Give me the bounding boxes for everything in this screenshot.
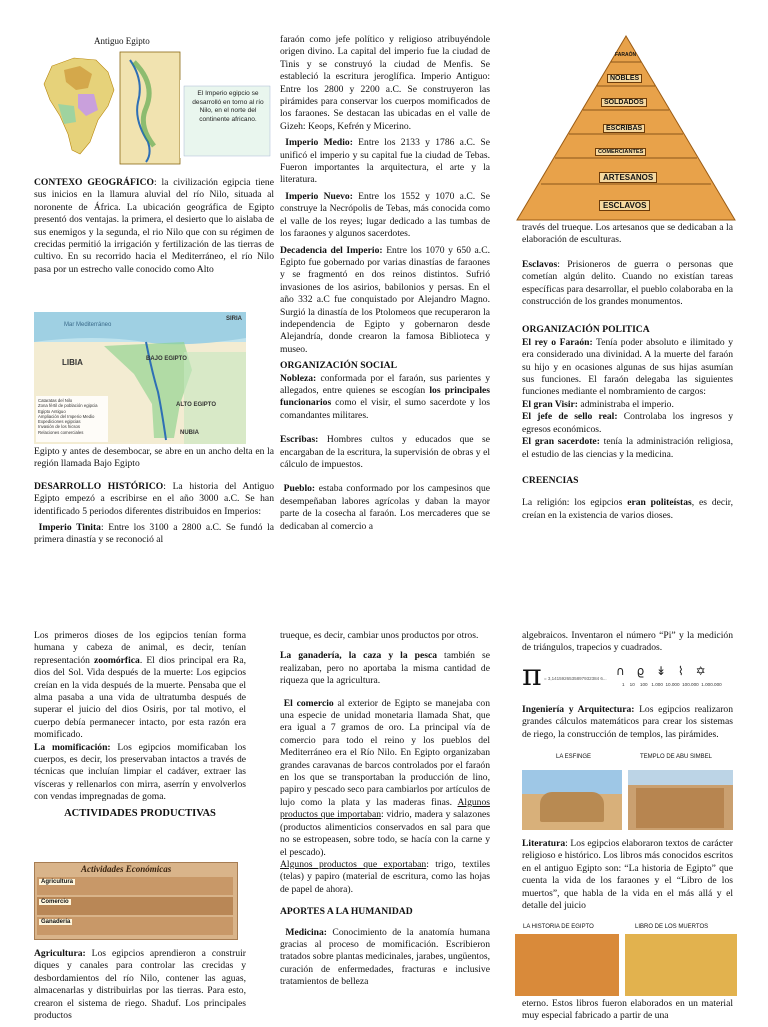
column-6-top bbox=[522, 630, 733, 659]
map-caption: El Imperio egipcio se desarrolló en torno al río Nilo, en el norte del continente africano. bbox=[192, 90, 264, 123]
libro-caption: LIBRO DE LOS MUERTOS bbox=[635, 924, 709, 930]
sacerdote-paragraph: El gran sacerdote: tenía la administración religiosa, el estudio de las ciencias y la medicina. bbox=[522, 436, 733, 460]
pyramid-label-escribas: ESCRIBAS bbox=[603, 124, 645, 133]
column-4 bbox=[34, 630, 246, 824]
literatura-paragraph: Literatura: Los egipcios elaboraron textos de carácter religioso e histórico. Los libros más conocidos escritos en el antiguo Egipto son: “La historia de Egipto” que cuenta la vida de los faraones y el “Libro de los muertos”, que habla de la vida en el más allá y el detalle del juicio bbox=[522, 838, 733, 912]
ganaderia-paragraph: La ganadería, la caza y la pesca también se realizaban, pero no aportaba la misma cantidad de riqueza que la agricultura. bbox=[280, 650, 490, 687]
map-label-alto: ALTO EGIPTO bbox=[176, 402, 217, 408]
column-6-mid bbox=[522, 704, 733, 745]
img-label-ganaderia: Ganadería bbox=[41, 919, 71, 925]
books-figure bbox=[515, 924, 737, 996]
contexto-heading: CONTEXO GEOGRÁFICO bbox=[34, 177, 154, 188]
desarrollo-heading: DESARROLLO HISTÓRICO bbox=[34, 480, 164, 492]
aportes-heading: APORTES A LA HUMANIDAD bbox=[280, 906, 413, 918]
column-6-lit bbox=[522, 838, 733, 916]
sello-paragraph: El jefe de sello real: Controlaba los ingresos y egresos económicos. bbox=[522, 411, 733, 435]
org-social-heading: ORGANIZACIÓN SOCIAL bbox=[280, 360, 398, 372]
map-label-libia: LIBIA bbox=[62, 358, 83, 367]
creencias-paragraph: La religión: los egipcios eran politeístas, es decir, creían en la existencia de varios dioses. bbox=[522, 497, 734, 521]
map-legend bbox=[38, 398, 106, 435]
number-labels: 1 10 100 1.000 10.000 100.000 1.000.000 bbox=[622, 682, 722, 687]
imperio-paragraph: faraón como jefe político y religioso atribuyéndole origen divino. La capital del imperio fue la ciudad de Tinis y se construyó la ciudad de Menfis. Se estableció la escritura jeroglífica. Imperio Antiguo: Entre los 2800 y 2200 a.C. Se construyeron las pirámides para conservar los cuerpos momificados de los faraones. Se destacan las ubicadas en el valle de Gizeh: Keops, Kefrén y Micerino. bbox=[280, 34, 490, 132]
hieroglyph-numbers: ∩ ϱ ↡ ⌇ ✡ bbox=[616, 664, 710, 678]
map-figure bbox=[34, 34, 274, 170]
legend-item: Invasión de los hicsos bbox=[38, 424, 81, 430]
nuevo-paragraph: Imperio Nuevo: Entre los 1552 y 1070 a.C. Se construye la Necrópolis de Tebas, más conocida como el valle de los reyes; lugar dedicado a las tumbas de los faraones y algunos sacerdotes. bbox=[280, 190, 490, 240]
column-1-bottom bbox=[34, 446, 274, 551]
pyramid-label-soldados: SOLDADOS bbox=[601, 98, 647, 107]
img-label-agricultura: Agricultura bbox=[41, 879, 74, 885]
templo-image bbox=[628, 770, 733, 830]
column-2 bbox=[280, 34, 490, 537]
legend-item: Relaciones comerciales bbox=[38, 429, 84, 435]
actividades-image bbox=[34, 862, 238, 940]
map-label-siria: SIRIA bbox=[226, 316, 243, 322]
legend-item: Egipto Antiguo bbox=[38, 408, 66, 414]
escribas-paragraph: Escribas: Hombres cultos y educados que se encargaban de la escritura, la supervisión de obras y el cálculo de impuestos. bbox=[280, 434, 490, 470]
visir-paragraph: El gran Visir: administraba el imperio. bbox=[522, 398, 674, 410]
column-6-bottom bbox=[522, 998, 733, 1027]
numbers-figure bbox=[522, 658, 733, 698]
pyramid-label-farao: FARAÓN bbox=[615, 52, 637, 58]
templo-caption: TEMPLO DE ABU SIMBEL bbox=[640, 754, 713, 760]
creencias-heading: CREENCIAS bbox=[522, 474, 579, 486]
esclavos-paragraph: Esclavos: Prisioneros de guerra o personas que cometían algún delito. Cuando no existían tareas específicas para desarrollar, el pueblo colaboraba en la construcción de los grandes monumentos. bbox=[522, 258, 733, 308]
img-label-comercio: Comercio bbox=[41, 899, 69, 905]
map-title: Antiguo Egipto bbox=[94, 36, 150, 46]
pi-symbol: π bbox=[522, 658, 542, 693]
esfinge-caption: LA ESFINGE bbox=[556, 754, 592, 760]
pyramid-label-esclavos: ESCLAVOS bbox=[599, 200, 650, 211]
pyramid-figure bbox=[515, 34, 737, 222]
dioses-paragraph: Los primeros dioses de los egipcios tenían forma humana y cabeza de animal, es decir, tenían representación zoomórfica. El dios principal era Ra, dios del Sol. Vida después de la muerte: Los egipcios creían en la vida después de la muerte. Pensaba que el alma pasaba a una vida de ultratumba después de superar el juicio del dios Osiris, por tal motivo, el cuerpo debía permanecer intacto, por esta razón era momificado. bbox=[34, 630, 246, 741]
historia-caption: LA HISTORIA DE EGIPTO bbox=[523, 924, 594, 930]
medicina-paragraph: Medicina: Conocimiento de la anatomía humana gracias al proceso de momificación. Escribieron tratados sobre plantas medicinales, jarabes, ungüentos, curación de enfermedades, fracturas e inclusive tratamientos de belleza bbox=[280, 926, 490, 988]
column-5 bbox=[280, 630, 490, 993]
medio-paragraph: Imperio Medio: Entre los 2133 y 1786 a.C. Se unificó el imperio y su capital fue la ciudad de Tebas. Fueron importantes la arquitectura, el arte y la literatura. bbox=[280, 137, 490, 186]
ingenieria-paragraph: Ingeniería y Arquitectura: Los egipcios realizaron grandes cálculos matemáticos para crear los sistemas de riego, la construcción de templos, las pirámides. bbox=[522, 704, 734, 740]
org-politica-heading: ORGANIZACIÓN POLITICA bbox=[522, 324, 650, 336]
rey-paragraph: El rey o Faraón: Tenía poder absoluto e ilimitado y era considerado una divinidad. A la muerte del faraón su hijo y en ocasiones algunas de sus hijas asumían sus funciones. El faraón delegaba las siguientes funciones mediante el nombramiento de cargos: bbox=[522, 336, 733, 398]
pi-digits: = 3,1415926535897932384 6... bbox=[544, 676, 607, 681]
column-4-bottom bbox=[34, 948, 246, 1026]
monuments-figure bbox=[522, 754, 733, 830]
legend-item: Expediciones egipcias bbox=[38, 419, 81, 425]
libro-image bbox=[625, 934, 737, 996]
map-label-bajo: BAJO EGIPTO bbox=[146, 356, 187, 362]
pyramid-label-nobles: NOBLES bbox=[607, 74, 642, 83]
contexto-continued: Egipto y antes de desembocar, se abre en un ancho delta en la región llamada Bajo Egipto bbox=[34, 446, 274, 470]
decadencia-paragraph: Decadencia del Imperio: Entre los 1070 y 650 a.C. Egipto fue gobernado por varias dinastías de faraones y se fragmentó en dos reinos distintos. Sufrió invasiones de los asirios, babilonios y persas. En el año 332 a.C fue conquistado por Alejandro Magno. Surgió la dinastía de los Ptolomeos que recuperaron la independencia de Egipto y gobernaron desde Alejandría, donde crearon la famosa Biblioteca y museo. bbox=[280, 244, 490, 355]
historia-image bbox=[515, 934, 619, 996]
map-label-sea: Mar Mediterráneo bbox=[64, 322, 112, 328]
map-label-nubia: NUBIA bbox=[180, 430, 199, 436]
column-3 bbox=[522, 222, 733, 526]
nobleza-paragraph: Nobleza: conformada por el faraón, sus parientes y allegados, entre quienes se escogían los principales funcionarios como el visir, el sumo sacerdote y los comandantes militares. bbox=[280, 372, 491, 421]
trueque-paragraph: trueque, es decir, cambiar unos productos por otros. bbox=[280, 630, 479, 641]
desarrollo-paragraph: DESARROLLO HISTÓRICO: La historia del Antiguo Egipto empezó a escribirse en el año 3000 a.C. Se han identificado 5 periodos diferentes distribuidos en Imperios: bbox=[34, 480, 275, 517]
comercio-paragraph: El comercio al exterior de Egipto se manejaba con una especie de unidad monetaria llamada Shat, que era igual a 7 gramos de oro. La principal vía de comercio para todo el reino y los pueblos del Mediterráneo era el Río Nilo. En Egipto organizaban grandes caravanas de barcos controlados por el faraón en los que se transportaban la producción de lino, papiro y pescado seco para cambiarlos por artículos de lujo como la plata y las maderas finas. Algunos productos que importaban: vidrio, madera y salazones (productos alimenticios conservados en sal para que no se estropeasen, sobre todo, se hacía con la carne y el pescado). bbox=[280, 697, 490, 858]
nile-map bbox=[34, 312, 246, 444]
contexto-paragraph: CONTEXO GEOGRÁFICO: la civilización egipcia tiene sus inicios en la llamura aluvial del río Nilo, situada al noronente de África. La ubicación geográfica de Egipto presentó dos ventajas. la primera, el desierto que lo aislaba de sus enemigos y la segunda, el rio Nilo que con su régimen de crecidas permitió la irrigación y fertilización de las tierras de cultivo. En su recorrido hacia el Mediterráneo, el río Nilo pasa por un estrecho valle conocido como Alto bbox=[34, 177, 274, 275]
esfinge-image bbox=[522, 770, 622, 830]
eterno-paragraph: eterno. Estos libros fueron elaborados en un material muy especial fabricado a partir de una bbox=[522, 998, 733, 1022]
agricultura-paragraph: Agricultura: Los egipcios aprendieron a construir diques y canales para controlar las crecidas y desbordamientos del río Nilo, contener las aguas, almacenarlas y distribuirlas por las tierras. Para esto, crearon el sistema de riego. Shaduf. Los principales productos bbox=[34, 948, 246, 1022]
artesanos-paragraph: través del trueque. Los artesanos que se dedicaban a la elaboración de esculturas. bbox=[522, 222, 733, 246]
tinita-paragraph: Imperio Tinita: Entre los 3100 a 2800 a.C. Se fundó la primera dinastía y se reconoció al bbox=[34, 522, 274, 546]
pyramid-label-comerciantes: COMERCIANTES bbox=[595, 148, 646, 156]
pyramid-label-artesanos: ARTESANOS bbox=[599, 172, 657, 183]
pi-paragraph: algebraicos. Inventaron el número “Pi” y la medición de triángulos, trapecios y cuadrados. bbox=[522, 630, 733, 654]
exportaban-paragraph: Algunos productos que exportaban: trigo, textiles (telas) y papiro (material de escritura, como las hojas de papel de ahora). bbox=[280, 858, 490, 895]
column-1-top bbox=[34, 177, 274, 280]
pueblo-paragraph: Pueblo: estaba conformado por los campesinos que desempeñaban labores agrícolas y daban la mayor parte de la cosecha al faraón. Los mercaderes que se dedicaban al comercio a bbox=[280, 483, 491, 532]
actividades-heading: ACTIVIDADES PRODUCTIVAS bbox=[64, 807, 216, 819]
actividades-image-title: Actividades Económicas bbox=[81, 864, 172, 874]
momificacion-paragraph: La momificación: Los egipcios momificaban los cuerpos, es decir, los preservaban intactos a través de técnicas que incluían limpiar el cadáver, extraer las vísceras y rellenarlos con mirra, aserrín y envolverlos con vendas impregnadas de goma. bbox=[34, 741, 246, 803]
legend-item: Ampliación del Imperio Medio bbox=[38, 413, 95, 419]
legend-item: Cataratas del Nilo bbox=[38, 398, 73, 403]
legend-item: Zona fértil de población egipcia bbox=[38, 403, 98, 409]
